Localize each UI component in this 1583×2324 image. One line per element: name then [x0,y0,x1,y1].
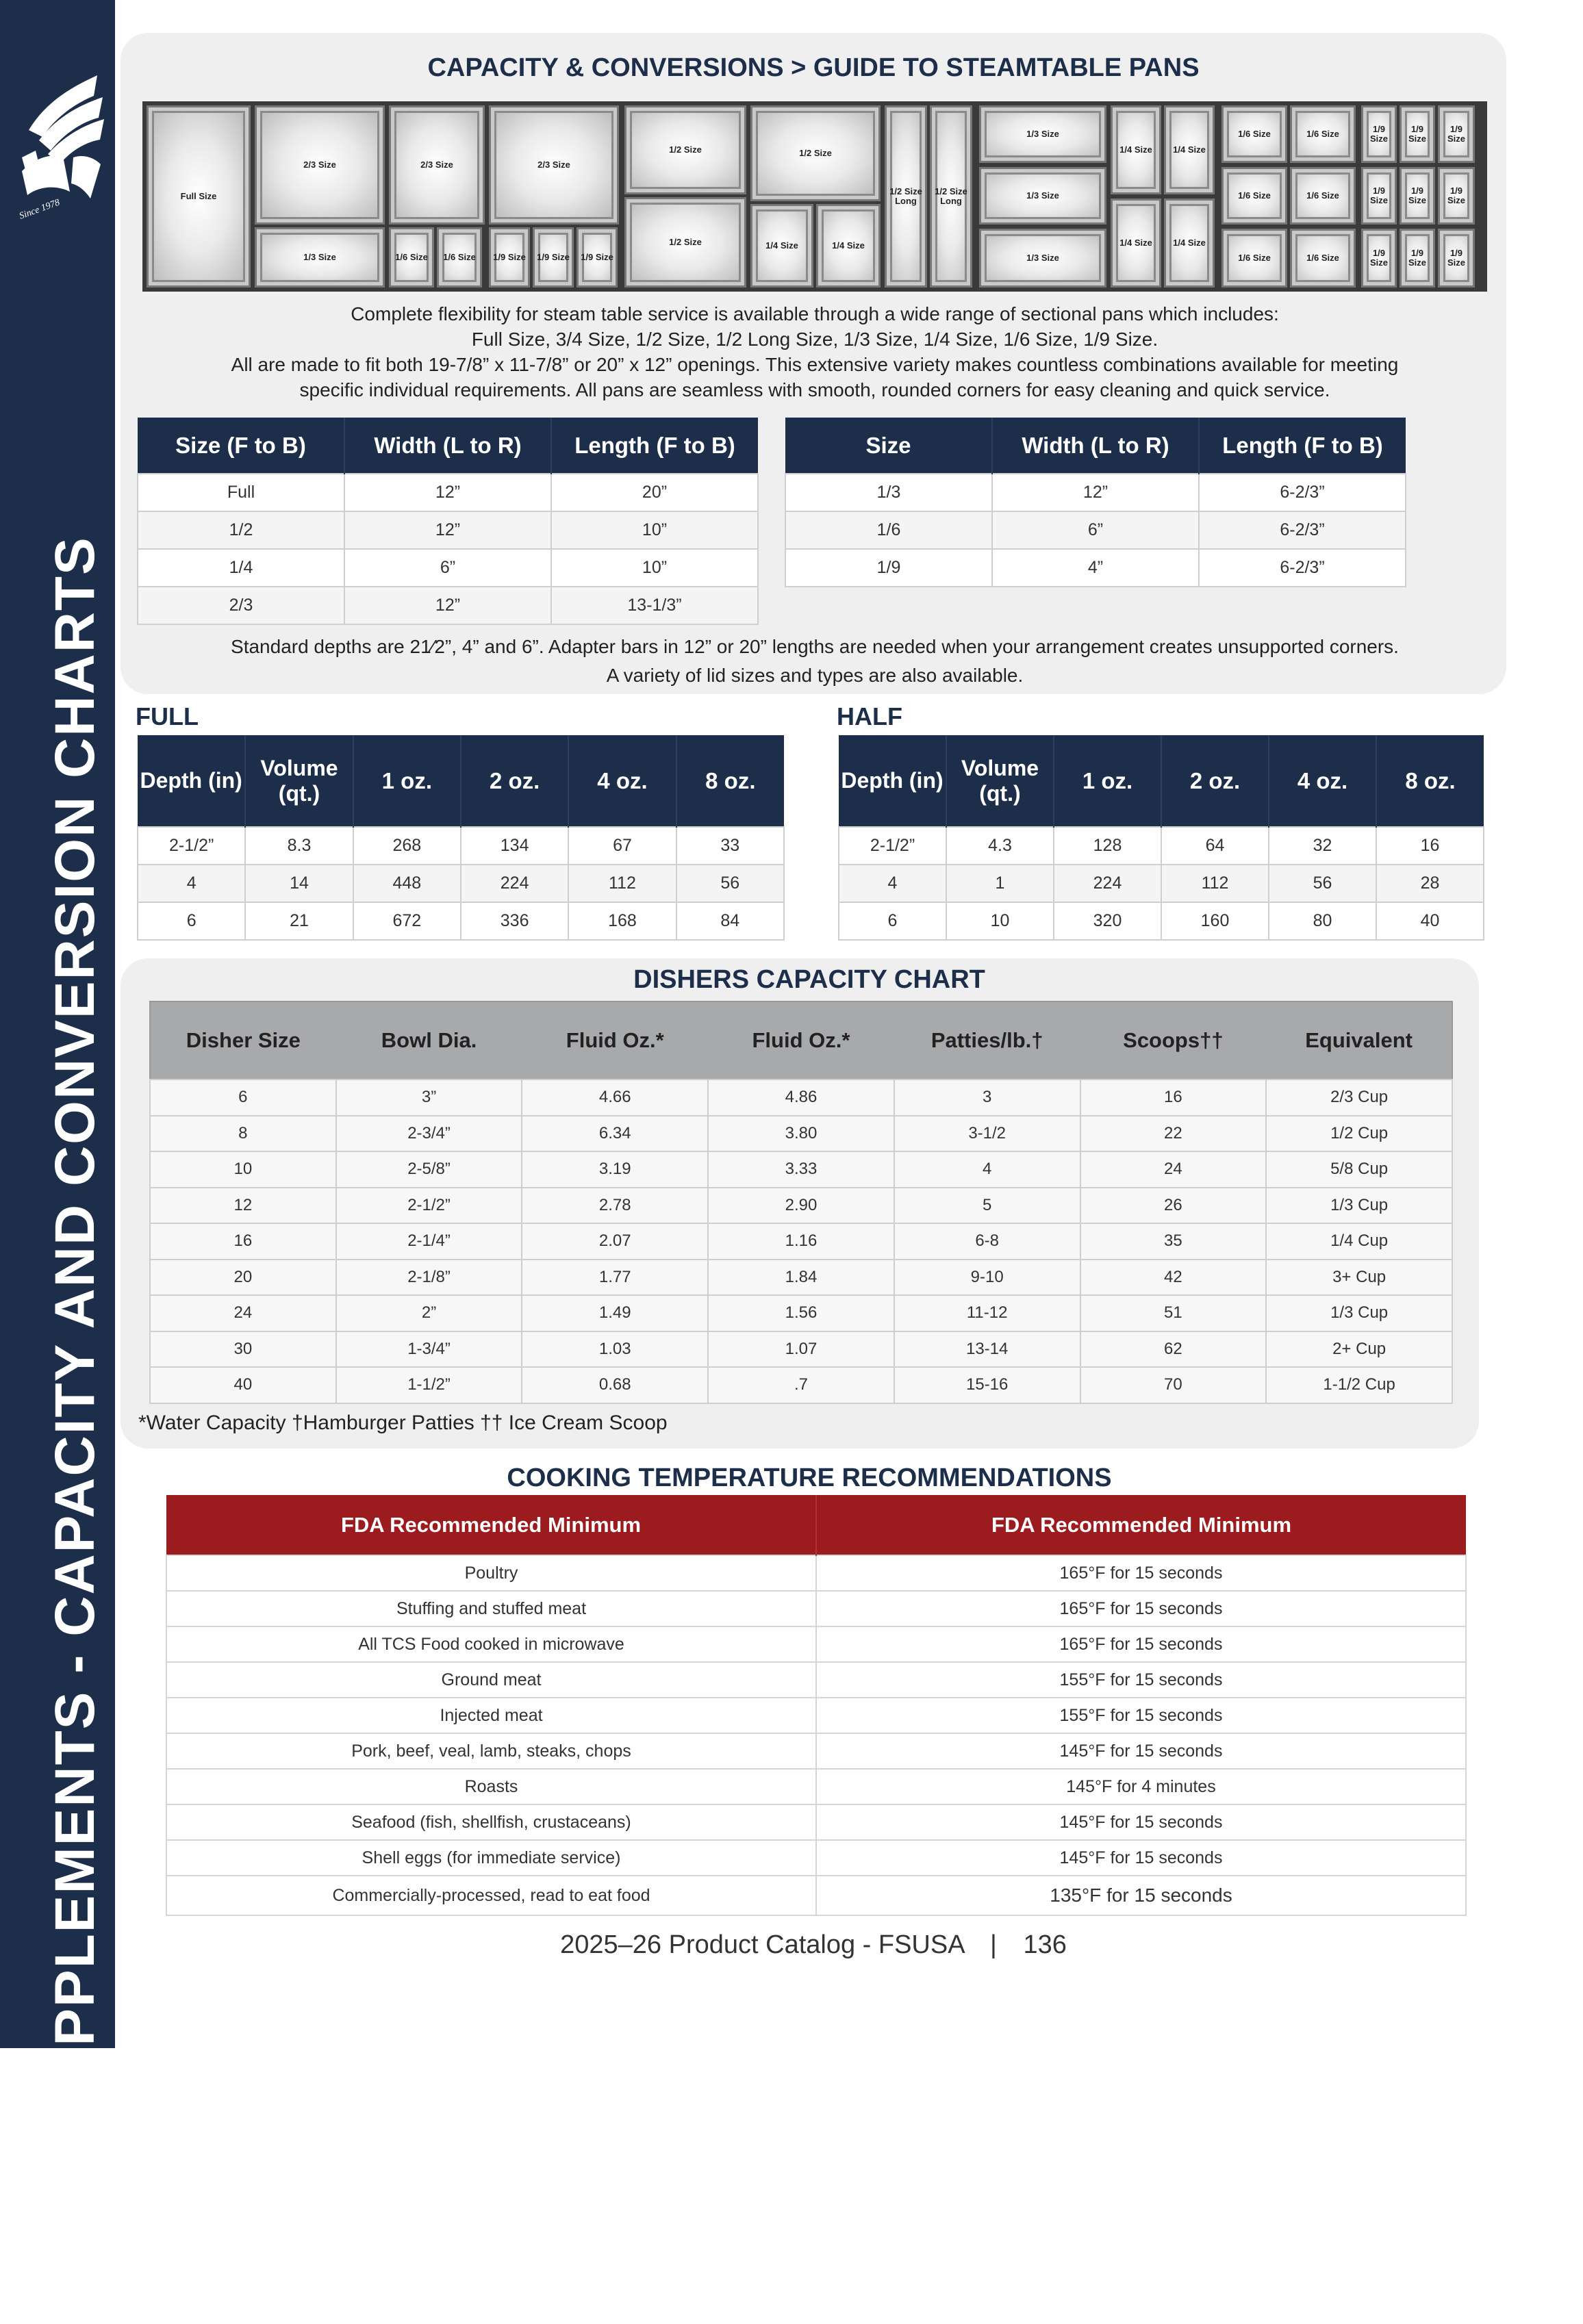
pan-half: 1/2 Size [624,197,746,288]
table-cell: 67 [568,827,676,865]
sidebar [0,0,115,2127]
table-cell: Shell eggs (for immediate service) [166,1840,816,1876]
pan-ninth: 1/9 Size [1438,167,1475,225]
table-cell: 1.56 [708,1295,894,1331]
table-row [150,1260,1452,1296]
note-line: A variety of lid sizes and types are also available. [606,665,1024,686]
pan-quarter: 1/4 Size [816,204,881,288]
table-cell: Seafood (fish, shellfish, crustaceans) [166,1804,816,1840]
table-cell: 1/4 Cup [1266,1223,1452,1260]
table-cell: 3.19 [522,1151,708,1188]
intro-line: Complete flexibility for steam table service is available through a wide range of sectional pans which includes: [351,303,1279,324]
table-cell: Poultry [166,1555,816,1591]
table-cell: 6-2/3” [1199,511,1406,549]
table-cell: 6 [138,902,245,940]
table-cell: 2.78 [522,1188,708,1224]
table-cell: 14 [245,865,353,902]
table-cell: 28 [1376,865,1484,902]
dishers-title: DISHERS CAPACITY CHART [633,965,985,994]
table-row [138,511,758,549]
table-header: Depth (in) [138,735,245,827]
full-pan-table [137,735,785,941]
table-cell: 145°F for 15 seconds [816,1804,1466,1840]
table-cell: 4” [992,549,1199,587]
table-cell: 2-5/8” [336,1151,522,1188]
half-pan-table [838,735,1484,941]
table-cell: 1/4 [138,549,344,587]
table-row [150,1080,1452,1116]
table-cell: 268 [353,827,461,865]
table-cell: Full [138,474,344,511]
table-header: 2 oz. [1161,735,1269,827]
pan-quarter: 1/4 Size [1164,105,1215,194]
table-header: FDA Recommended Minimum [816,1495,1466,1555]
pan-quarter: 1/4 Size [1111,199,1161,288]
table-row [138,902,784,940]
table-header: 1 oz. [353,735,461,827]
table-cell: 160 [1161,902,1269,940]
table-row [839,827,1484,865]
table-row [150,1151,1452,1188]
table-cell: 145°F for 15 seconds [816,1733,1466,1769]
page-footer [121,1930,1506,1960]
pan-sixth: 1/6 Size [389,227,434,288]
table-cell: 165°F for 15 seconds [816,1591,1466,1626]
pan-one-third: 1/3 Size [255,227,385,288]
note-line: Standard depths are 21⁄2”, 4” and 6”. Adapter bars in 12” or 20” lengths are needed when your arrangement creates unsupported corners. [231,636,1399,657]
table-cell: 134 [461,827,568,865]
table-cell: 12” [344,511,551,549]
table-cell: Pork, beef, veal, lamb, steaks, chops [166,1733,816,1769]
table-header: 4 oz. [568,735,676,827]
cooking-title: COOKING TEMPERATURE RECOMMENDATIONS [507,1464,1112,1492]
table-row [138,587,758,624]
pan-half: 1/2 Size [624,105,746,194]
table-cell: 16 [1080,1080,1267,1116]
table-cell: .7 [708,1367,894,1403]
table-cell: 4 [839,865,946,902]
table-cell: 1/2 Cup [1266,1116,1452,1152]
table-cell: 12 [150,1188,336,1224]
table-cell: 155°F for 15 seconds [816,1662,1466,1698]
intro-line: Full Size, 3/4 Size, 1/2 Size, 1/2 Long Size, 1/3 Size, 1/4 Size, 1/6 Size, 1/9 Size. [471,329,1158,350]
table-cell: 21 [245,902,353,940]
table-header: Length (F to B) [1199,418,1406,474]
table-cell: 165°F for 15 seconds [816,1626,1466,1662]
table-row [150,1188,1452,1224]
pan-ninth: 1/9 Size [1361,167,1397,225]
table-cell: 24 [1080,1151,1267,1188]
table-header: Size (F to B) [138,418,344,474]
table-cell: 4 [894,1151,1080,1188]
pan-two-thirds: 2/3 Size [489,105,619,225]
table-cell: 6-2/3” [1199,549,1406,587]
table-cell: 1.07 [708,1331,894,1368]
pan-ninth: 1/9 Size [1400,229,1435,288]
table-row [785,511,1406,549]
dishers-footnote: *Water Capacity †Hamburger Patties †† Ice Cream Scoop [138,1412,668,1434]
table-row [150,1116,1452,1152]
table-header: Disher Size [150,1001,336,1080]
table-header: 1 oz. [1054,735,1161,827]
pan-half-long: 1/2 Size Long [930,105,972,288]
table-header: Patties/lb.† [894,1001,1080,1080]
table-cell: 2” [336,1295,522,1331]
table-header: Volume (qt.) [946,735,1054,827]
table-cell: 3-1/2 [894,1116,1080,1152]
table-header: Equivalent [1266,1001,1452,1080]
table-row [785,474,1406,511]
table-header: Scoops†† [1080,1001,1267,1080]
table-cell: 56 [1269,865,1376,902]
table-row [166,1662,1466,1698]
pan-ninth: 1/9 Size [489,227,530,288]
table-cell: 3” [336,1080,522,1116]
intro-line: All are made to fit both 19-7/8” x 11-7/8” or 20” x 12” openings. This extensive variety makes countless combinations available for meeting [231,354,1399,375]
table-cell: All TCS Food cooked in microwave [166,1626,816,1662]
table-cell: 112 [568,865,676,902]
table-cell: Ground meat [166,1662,816,1698]
table-row [150,1331,1452,1368]
table-cell: 1-3/4” [336,1331,522,1368]
table-cell: 1.16 [708,1223,894,1260]
table-cell: 1.77 [522,1260,708,1296]
table-cell: 2-1/2” [138,827,245,865]
table-cell: 13-1/3” [551,587,758,624]
table-cell: 10 [150,1151,336,1188]
table-cell: 4.3 [946,827,1054,865]
table-header: Bowl Dia. [336,1001,522,1080]
table-cell: 1/2 [138,511,344,549]
pan-one-third: 1/3 Size [979,229,1106,288]
table-row [166,1591,1466,1626]
table-cell: 35 [1080,1223,1267,1260]
table-cell: 40 [150,1367,336,1403]
pan-sixth: 1/6 Size [437,227,482,288]
table-cell: 0.68 [522,1367,708,1403]
table-cell: 2-1/8” [336,1260,522,1296]
table-header: Depth (in) [839,735,946,827]
flag-logo-icon [8,55,111,240]
table-row [166,1769,1466,1804]
table-cell: 3 [894,1080,1080,1116]
table-cell: 2-1/2” [839,827,946,865]
table-row [166,1840,1466,1876]
table-row [166,1555,1466,1591]
table-cell: 1/3 Cup [1266,1188,1452,1224]
table-cell: 1/3 Cup [1266,1295,1452,1331]
pan-one-third: 1/3 Size [979,167,1106,225]
pan-ninth: 1/9 Size [1438,229,1475,288]
dishers-table [149,1001,1453,1404]
steamtable-size-table-left [137,418,759,625]
table-cell: 51 [1080,1295,1267,1331]
table-cell: 62 [1080,1331,1267,1368]
table-cell: 3+ Cup [1266,1260,1452,1296]
table-cell: 6.34 [522,1116,708,1152]
steamtable-intro [137,301,1493,403]
table-cell: 168 [568,902,676,940]
table-cell: 20 [150,1260,336,1296]
cooking-table [166,1495,1467,1916]
pan-ninth: 1/9 Size [1400,105,1435,163]
table-row [166,1698,1466,1733]
table-cell: 24 [150,1295,336,1331]
pan-sixth: 1/6 Size [1290,105,1356,163]
table-cell: Stuffing and stuffed meat [166,1591,816,1626]
table-cell: 8 [150,1116,336,1152]
table-cell: 4.86 [708,1080,894,1116]
table-cell: 13-14 [894,1331,1080,1368]
half-label: HALF [837,702,902,730]
table-cell: 40 [1376,902,1484,940]
table-row [138,827,784,865]
table-cell: 16 [150,1223,336,1260]
table-cell: 3.33 [708,1151,894,1188]
table-cell: 9-10 [894,1260,1080,1296]
table-cell: 8.3 [245,827,353,865]
table-cell: 42 [1080,1260,1267,1296]
table-cell: 155°F for 15 seconds [816,1698,1466,1733]
table-cell: 16 [1376,827,1484,865]
table-cell: 84 [676,902,784,940]
table-cell: 2-1/2” [336,1188,522,1224]
table-cell: 1.03 [522,1331,708,1368]
table-cell: 1.49 [522,1295,708,1331]
table-cell: 448 [353,865,461,902]
table-header: Size [785,418,992,474]
table-row [839,902,1484,940]
table-cell: 224 [1054,865,1161,902]
pan-sixth: 1/6 Size [1290,167,1356,225]
table-header: Length (F to B) [551,418,758,474]
table-cell: 12” [992,474,1199,511]
table-row [150,1223,1452,1260]
table-cell: 1 [946,865,1054,902]
table-cell: 64 [1161,827,1269,865]
table-cell: 12” [344,587,551,624]
table-cell: 6-2/3” [1199,474,1406,511]
table-row [166,1626,1466,1662]
table-header: Fluid Oz.* [708,1001,894,1080]
table-header: 8 oz. [676,735,784,827]
pan-half-long: 1/2 Size Long [885,105,927,288]
table-cell: 320 [1054,902,1161,940]
pan-ninth: 1/9 Size [1438,105,1475,163]
table-cell: 135°F for 15 seconds [816,1876,1466,1915]
table-cell: 1-1/2 Cup [1266,1367,1452,1403]
table-cell: 3.80 [708,1116,894,1152]
table-cell: 224 [461,865,568,902]
table-cell: Injected meat [166,1698,816,1733]
table-cell: 2.90 [708,1188,894,1224]
table-row [150,1367,1452,1403]
table-cell: 2.07 [522,1223,708,1260]
table-cell: 32 [1269,827,1376,865]
table-cell: 10” [551,549,758,587]
table-row [166,1876,1466,1915]
pan-sixth: 1/6 Size [1221,229,1287,288]
pan-full: Full Size [147,105,251,288]
table-cell: 2/3 [138,587,344,624]
table-cell: 6” [992,511,1199,549]
table-cell: 10 [946,902,1054,940]
sidebar-title: SUPPLEMENTS - CAPACITY AND CONVERSION CHARTS [44,536,106,2127]
table-cell: 6-8 [894,1223,1080,1260]
table-cell: 56 [676,865,784,902]
table-cell: 10” [551,511,758,549]
table-cell: 165°F for 15 seconds [816,1555,1466,1591]
catalog-name: 2025–26 Product Catalog - FSUSA [560,1930,964,1959]
pan-sixth: 1/6 Size [1290,229,1356,288]
table-row [166,1733,1466,1769]
table-cell: 4 [138,865,245,902]
table-header: Volume (qt.) [245,735,353,827]
table-cell: 2/3 Cup [1266,1080,1452,1116]
table-header: Width (L to R) [992,418,1199,474]
table-cell: 26 [1080,1188,1267,1224]
pan-one-third: 1/3 Size [979,105,1106,163]
table-cell: 80 [1269,902,1376,940]
table-cell: 2-1/4” [336,1223,522,1260]
table-cell: 22 [1080,1116,1267,1152]
table-row [166,1804,1466,1840]
table-cell: 128 [1054,827,1161,865]
table-cell: Commercially-processed, read to eat food [166,1876,816,1915]
pan-ninth: 1/9 Size [1400,167,1435,225]
table-cell: 15-16 [894,1367,1080,1403]
table-cell: 336 [461,902,568,940]
table-cell: 145°F for 15 seconds [816,1840,1466,1876]
table-row [138,549,758,587]
table-cell: 145°F for 4 minutes [816,1769,1466,1804]
pan-two-thirds: 2/3 Size [389,105,485,225]
table-header: Fluid Oz.* [522,1001,708,1080]
table-cell: 12” [344,474,551,511]
table-cell: 70 [1080,1367,1267,1403]
pan-two-thirds: 2/3 Size [255,105,385,225]
pan-quarter: 1/4 Size [1111,105,1161,194]
table-cell: 4.66 [522,1080,708,1116]
table-cell: 2-3/4” [336,1116,522,1152]
table-header: FDA Recommended Minimum [166,1495,816,1555]
steamtable-title: CAPACITY & CONVERSIONS > GUIDE TO STEAMTABLE PANS [427,53,1200,82]
table-cell: 33 [676,827,784,865]
pan-half: 1/2 Size [750,105,881,201]
table-header: 8 oz. [1376,735,1484,827]
steamtable-pans-image [142,101,1487,292]
table-header: 4 oz. [1269,735,1376,827]
table-cell: 2+ Cup [1266,1331,1452,1368]
table-cell: 11-12 [894,1295,1080,1331]
table-cell: 5 [894,1188,1080,1224]
intro-line: specific individual requirements. All pans are seamless with smooth, rounded corners for easy cleaning and quick service. [299,379,1330,400]
table-cell: 1-1/2” [336,1367,522,1403]
page-number: 136 [1023,1930,1067,1959]
table-header: Width (L to R) [344,418,551,474]
pan-quarter: 1/4 Size [750,204,813,288]
full-label: FULL [136,702,199,730]
steamtable-footer-note [137,633,1493,690]
svg-text:Since 1978: Since 1978 [18,197,62,222]
table-row [150,1295,1452,1331]
table-cell: 672 [353,902,461,940]
table-row [138,474,758,511]
table-header: 2 oz. [461,735,568,827]
table-cell: 20” [551,474,758,511]
table-cell: 1/6 [785,511,992,549]
table-cell: 1.84 [708,1260,894,1296]
table-row [138,865,784,902]
pan-sixth: 1/6 Size [1221,105,1287,163]
table-cell: 5/8 Cup [1266,1151,1452,1188]
steamtable-size-table-right [785,418,1406,587]
pan-ninth: 1/9 Size [1361,105,1397,163]
table-cell: 1/3 [785,474,992,511]
pan-quarter: 1/4 Size [1164,199,1215,288]
pan-ninth: 1/9 Size [533,227,574,288]
table-row [839,865,1484,902]
table-cell: 112 [1161,865,1269,902]
footer-separator: | [990,1930,997,1959]
table-cell: Roasts [166,1769,816,1804]
pan-ninth: 1/9 Size [577,227,618,288]
pan-ninth: 1/9 Size [1361,229,1397,288]
table-cell: 6” [344,549,551,587]
table-cell: 1/9 [785,549,992,587]
pan-sixth: 1/6 Size [1221,167,1287,225]
table-cell: 6 [839,902,946,940]
table-cell: 6 [150,1080,336,1116]
table-cell: 30 [150,1331,336,1368]
table-row [785,549,1406,587]
